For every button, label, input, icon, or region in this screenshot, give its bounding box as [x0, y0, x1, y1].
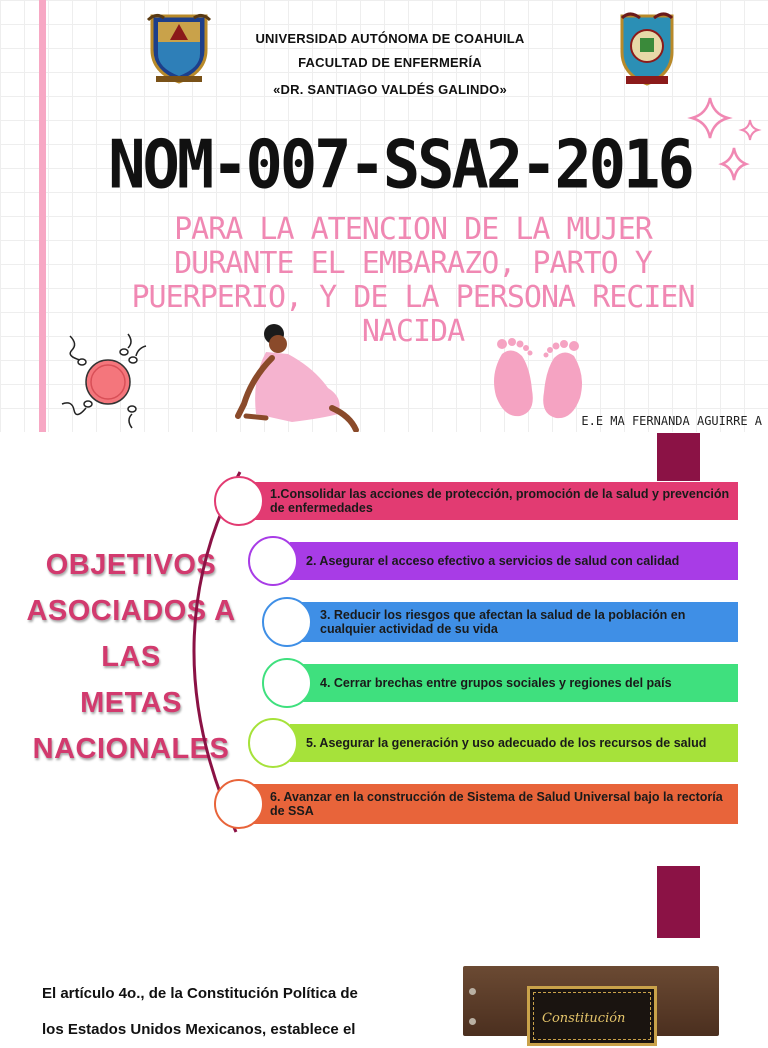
maroon-accent-block [657, 866, 700, 938]
objective-bar [290, 542, 738, 580]
heading-line: OBJETIVOS [45, 549, 217, 581]
page-title: NOM-007-SSA2-2016 [108, 125, 692, 204]
objective-text: 6. Avanzar en la construcción de Sistema de Salud Universal bajo la rectoría de SSA [270, 790, 723, 818]
egg-cell-icon [58, 330, 150, 430]
baby-feet-icon [486, 334, 590, 426]
author-name: E.E MA FERNANDA AGUIRRE A [581, 414, 762, 428]
title-slide [0, 0, 768, 432]
plaque [527, 986, 657, 1046]
objective-text: 2. Asegurar el acceso efectivo a servicios de salud con calidad [306, 554, 680, 568]
subtitle-line: NACIDA [361, 314, 465, 349]
heading-line: NACIONALES [32, 733, 230, 765]
article-line: los Estados Unidos Mexicanos, establece el [42, 1021, 356, 1038]
subtitle-line: PARA LA ATENCION DE LA MUJER [174, 212, 652, 247]
faculty-name: FACULTAD DE ENFERMERÍA [298, 55, 482, 70]
objective-circle [248, 718, 298, 768]
heading-line: LAS [101, 641, 161, 673]
objective-circle [262, 597, 312, 647]
objective-bar [236, 482, 738, 520]
objective-circle [248, 536, 298, 586]
constitution-slide [0, 856, 768, 1038]
subtitle-line: DURANTE EL EMBARAZO, PARTO Y [174, 246, 652, 281]
subtitle-line: PUERPERIO, Y DE LA PERSONA RECIEN [131, 280, 695, 315]
plaque-text: Constitución [542, 1011, 626, 1026]
university-name: UNIVERSIDAD AUTÓNOMA DE COAHUILA [255, 31, 525, 46]
university-shield-logo [148, 10, 210, 84]
heading-line: ASOCIADOS A [26, 595, 236, 627]
objective-text: 5. Asegurar la generación y uso adecuado de los recursos de salud [306, 736, 707, 750]
objective-circle [214, 779, 264, 829]
screw-icon [469, 988, 476, 995]
article-line: El artículo 4o., de la Constitución Política de [42, 985, 358, 1002]
objective-bar [290, 664, 738, 702]
constitution-plaque-photo [463, 966, 719, 1036]
heading-line: METAS [80, 687, 182, 719]
screw-icon [469, 1018, 476, 1025]
article-text [42, 976, 432, 1048]
objectives-slide [0, 432, 768, 856]
objective-bar [236, 784, 738, 824]
faculty-shield-logo [616, 12, 678, 86]
objective-text: 1.Consolidar las acciones de protección, promoción de la salud y prevención de enfermedades [270, 487, 730, 515]
subtitle [128, 213, 698, 349]
objective-text: 3. Reducir los riesgos que afectan la salud de la población en cualquier actividad de su vida [320, 608, 686, 636]
sparkles-icon [688, 94, 762, 186]
objective-bar [290, 724, 738, 762]
school-name: «DR. SANTIAGO VALDÉS GALINDO» [273, 82, 507, 97]
pregnant-woman-illustration [232, 318, 362, 432]
objective-bar [290, 602, 738, 642]
objective-circle [262, 658, 312, 708]
objective-circle [214, 476, 264, 526]
pink-accent-bar [39, 0, 46, 432]
objective-text: 4. Cerrar brechas entre grupos sociales y regiones del país [320, 676, 672, 690]
